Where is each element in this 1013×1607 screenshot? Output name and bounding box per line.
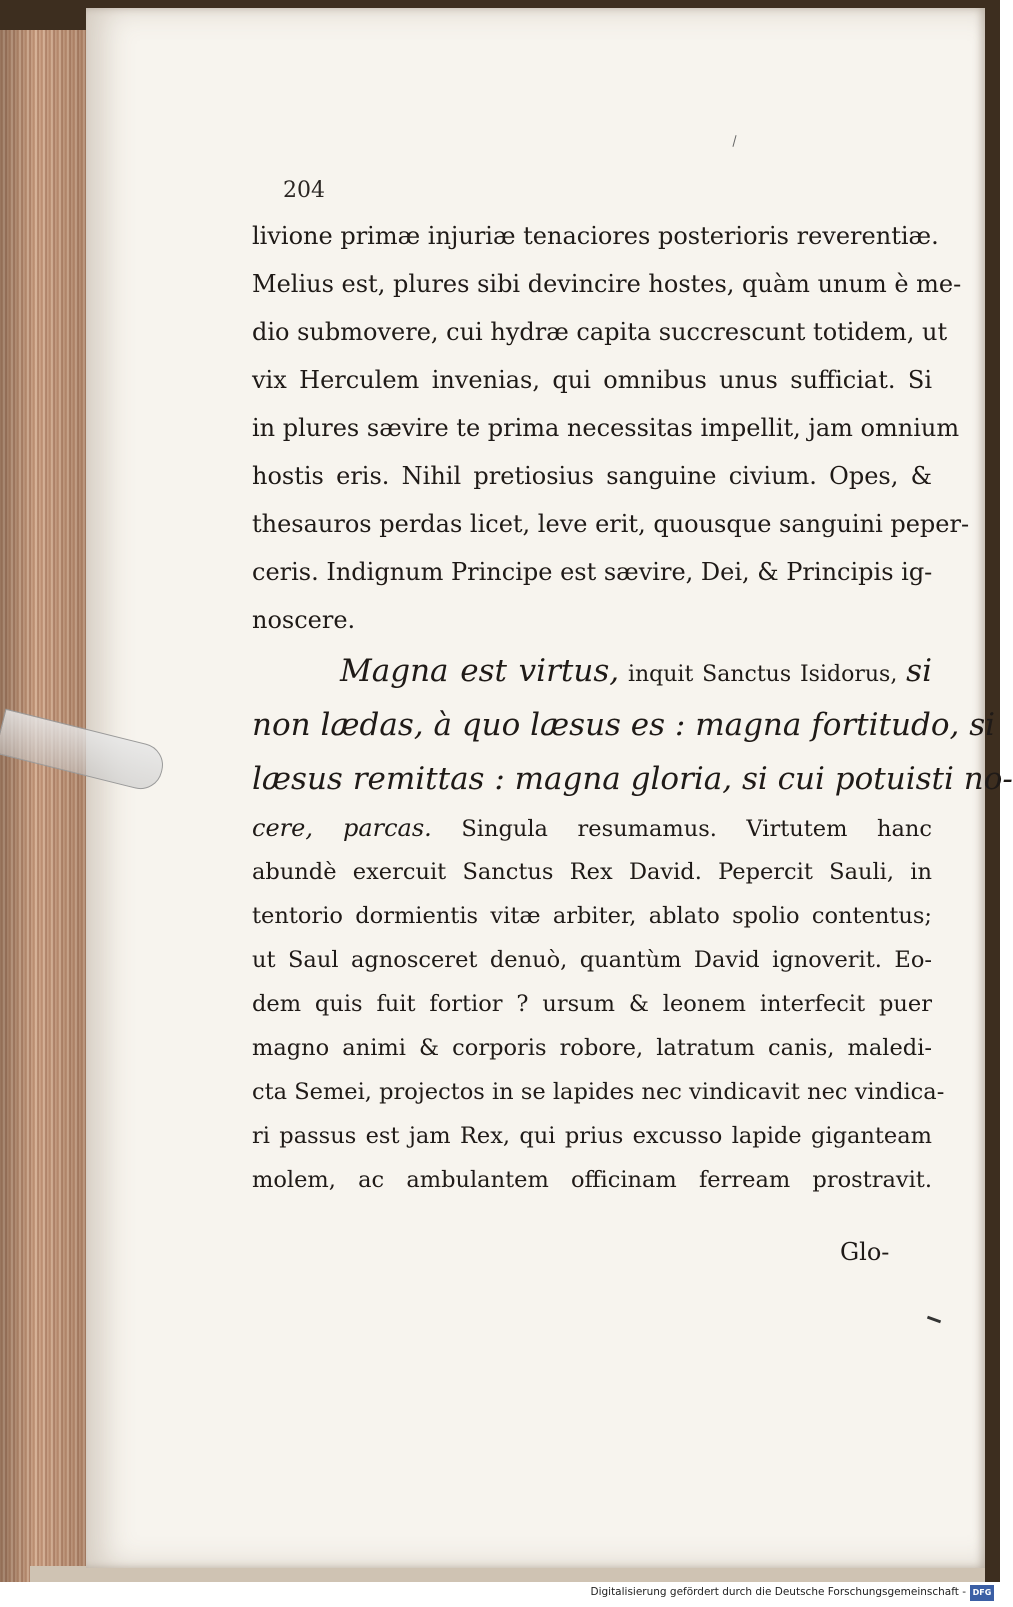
text-line: ri passus est jam Rex, qui prius excusso lapide giganteam — [252, 1123, 932, 1149]
text-line: vix Herculem invenias, qui omnibus unus sufficiat. Si — [252, 366, 932, 394]
text-line: ceris. Indignum Principe est sævire, Dei, & Principis ig- — [252, 558, 933, 586]
quote-italic: Magna est virtus, — [340, 653, 620, 689]
credit-text: Digitalisierung gefördert durch die Deutsche Forschungsgemeinschaft - — [590, 1586, 966, 1598]
quote-line: non lædas, à quo læsus es : magna fortitudo, si — [252, 707, 996, 743]
quote-italic: cere, parcas. — [252, 814, 432, 842]
text-line — [252, 806, 932, 850]
text-line: abundè exercuit Sanctus Rex David. Pepercit Sauli, in — [252, 859, 932, 885]
text-line: noscere. — [252, 606, 356, 634]
text-line: tentorio dormientis vitæ arbiter, ablato spolio contentus; — [252, 903, 932, 929]
body-text — [252, 212, 1013, 1202]
catchword: Glo- — [840, 1238, 890, 1266]
page-stack-bottom — [30, 1566, 985, 1582]
text-line: Melius est, plures sibi devincire hostes, quàm unum è me- — [252, 270, 962, 298]
page-edges-shade — [0, 30, 92, 1582]
quote-roman: inquit Sanctus Isidorus, — [619, 662, 907, 687]
text-line: in plures sævire te prima necessitas impellit, jam omnium — [252, 414, 960, 442]
text-line: cta Semei, projectos in se lapides nec vindicavit nec vindica- — [252, 1079, 945, 1105]
dfg-logo-icon: DFG — [970, 1585, 994, 1601]
text-roman: Singula resumamus. Virtutem hanc — [431, 816, 932, 842]
text-line: molem, ac ambulantem officinam ferream prostravit. — [252, 1167, 932, 1193]
text-line: dem quis fuit fortior ? ursum & leonem interfecit puer — [252, 991, 932, 1017]
quote-italic: si — [906, 653, 932, 689]
page-number: 204 — [283, 178, 325, 203]
text-line: magno animi & corporis robore, latratum canis, maledi- — [252, 1035, 932, 1061]
quote-line — [252, 644, 932, 698]
text-line: thesauros perdas licet, leve erit, quousque sanguini peper- — [252, 510, 970, 538]
text-line: ut Saul agnosceret denuò, quantùm David ignoverit. Eo- — [252, 947, 932, 973]
footer-bar — [0, 1582, 1000, 1607]
text-line: dio submovere, cui hydræ capita succrescunt totidem, ut — [252, 318, 948, 346]
text-line: livione primæ injuriæ tenaciores posterioris reverentiæ. — [252, 222, 939, 250]
text-line: hostis eris. Nihil pretiosius sanguine civium. Opes, & — [252, 462, 932, 490]
quote-line: læsus remittas : magna gloria, si cui potuisti no- — [252, 761, 1013, 797]
